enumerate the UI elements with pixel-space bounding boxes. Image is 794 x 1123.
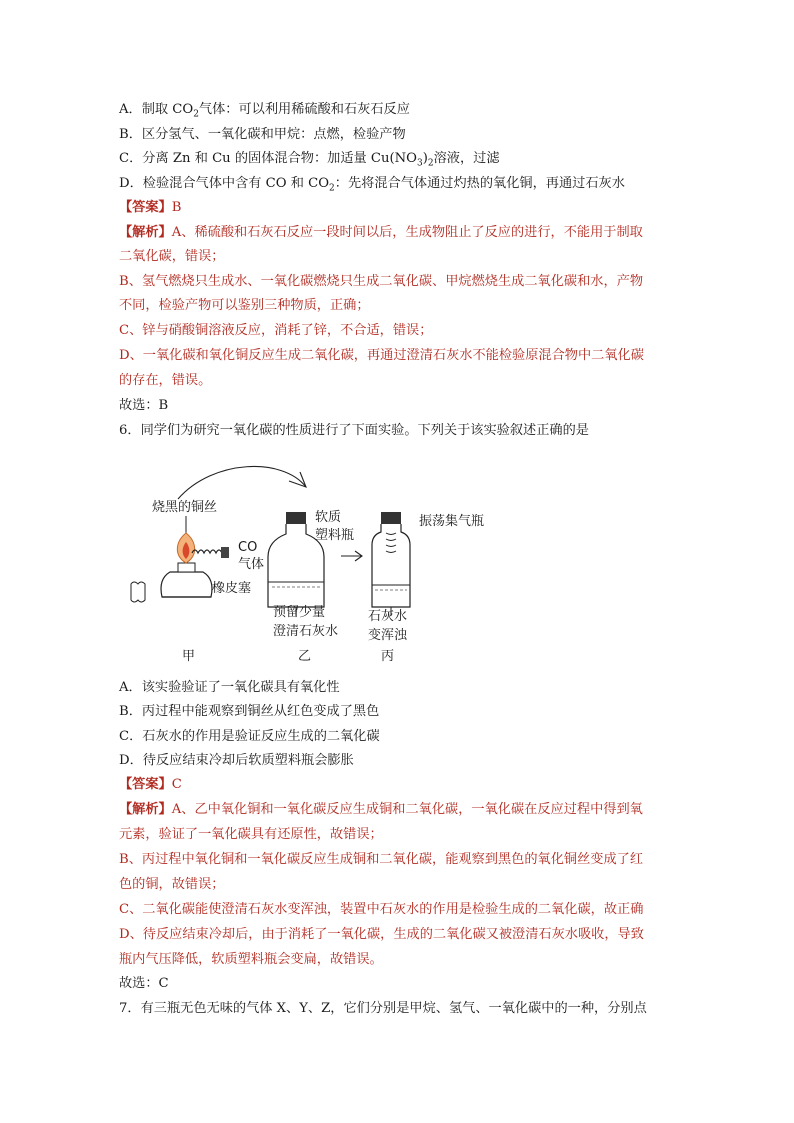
q5-analysis-line: 不同，检验产物可以鉴别三种物质，正确； — [119, 298, 370, 313]
label-bing: 丙 — [381, 649, 395, 664]
q5-analysis-line: 二氧化碳，错误； — [119, 249, 225, 264]
label-burnt-wire: 烧黑的铜丝 — [152, 500, 218, 515]
option-label: C． — [119, 151, 143, 166]
label-shake: 振荡集气瓶 — [419, 514, 485, 529]
q5-analysis-line: 的存在，错误。 — [119, 373, 212, 388]
q6-answer — [119, 776, 182, 794]
gas-bottle — [372, 524, 410, 607]
answer-tag: 【答案】 — [119, 200, 172, 215]
q6-conclusion: 故选：C — [119, 976, 169, 991]
q6-analysis-line: B、丙过程中氧化铜和一氧化碳反应生成铜和二氧化碳，能观察到黑色的氧化铜丝变成了红 — [119, 852, 643, 867]
q5-option-c — [119, 150, 500, 173]
alcohol-lamp — [161, 572, 212, 597]
q6-analysis-line: 元素，验证了一氧化碳具有还原性，故错误； — [119, 827, 383, 842]
option-text: 分离 Zn 和 Cu 的固体混合物：加适量 Cu(NO — [142, 151, 417, 166]
analysis-tag: 【解析】 — [119, 225, 172, 240]
label-clear-limewater: 澄清石灰水 — [273, 624, 339, 639]
lamp-neck — [178, 563, 195, 572]
answer-tag: 【答案】 — [119, 777, 172, 792]
label-stopper: 橡皮塞 — [212, 581, 252, 596]
q6-analysis-line — [119, 801, 643, 819]
analysis-text: A、稀硫酸和石灰石反应一段时间以后，生成物阻止了反应的进行，不能用于制取 — [171, 225, 643, 240]
stopper — [221, 547, 229, 558]
q5-option-b: B．区分氢气、一氧化碳和甲烷：点燃，检验产物 — [119, 127, 406, 142]
q6-option-c: C．石灰水的作用是验证反应生成的二氧化碳 — [119, 729, 380, 744]
q6-analysis-line: D、待反应结束冷却后，由于消耗了一氧化碳，生成的二氧化碳又被澄清石灰水吸收，导致 — [119, 927, 644, 942]
label-reserve: 预留少量 — [273, 605, 326, 620]
q5-option-d — [119, 175, 625, 198]
subscript: 2 — [427, 158, 434, 169]
analysis-text: A、乙中氧化铜和一氧化碳反应生成铜和二氧化碳，一氧化碳在反应过程中得到氧 — [171, 802, 643, 817]
option-label: A． — [119, 102, 142, 117]
q5-answer — [119, 199, 181, 217]
q6-option-a: A．该实验验证了一氧化碳具有氧化性 — [119, 680, 340, 695]
answer-value: C — [171, 777, 182, 792]
label-limewater: 石灰水 — [368, 609, 408, 624]
q7-stem: 7．有三瓶无色无味的气体 X、Y、Z，它们分别是甲烷、氢气、一氧化碳中的一种，分别点 — [119, 1001, 647, 1016]
label-gas: 气体 — [238, 557, 265, 572]
bottle-cap — [381, 512, 401, 524]
q5-analysis-line: B、氢气燃烧只生成水、一氧化碳燃烧只生成二氧化碳、甲烷燃烧生成二氧化碳和水，产物 — [119, 274, 643, 289]
q5-analysis-line: C、锌与硝酸铜溶液反应，消耗了锌，不合适，错误； — [119, 323, 433, 338]
label-yi: 乙 — [298, 649, 312, 664]
subscript: 2 — [193, 109, 199, 120]
option-text: 制取 CO — [141, 102, 194, 117]
curved-arrow — [178, 466, 306, 499]
q6-analysis-line: 瓶内气压降低，软质塑料瓶会变扁，故错误。 — [119, 952, 383, 967]
option-text: ) — [422, 151, 428, 166]
copper-coil — [192, 550, 222, 553]
label-jia: 甲 — [182, 649, 196, 664]
label-soft: 软质 — [315, 510, 342, 525]
analysis-tag: 【解析】 — [119, 802, 172, 817]
label-plastic-bottle: 塑料瓶 — [315, 528, 355, 543]
experiment-figure — [118, 459, 518, 669]
copper-coil — [386, 533, 396, 553]
subscript: 3 — [417, 158, 423, 169]
lamp-cap — [131, 582, 145, 602]
option-label: D． — [119, 176, 143, 191]
subscript: 2 — [329, 183, 335, 194]
option-text: 溶液，过滤 — [433, 151, 500, 166]
q5-analysis-line — [119, 224, 643, 242]
q6-option-d: D．待反应结束冷却后软质塑料瓶会膨胀 — [119, 753, 354, 768]
option-text: 检验混合气体中含有 CO 和 CO — [142, 176, 330, 191]
option-text: ：先将混合气体通过灼热的氧化铜，再通过石灰水 — [334, 176, 625, 191]
label-turbid: 变浑浊 — [368, 628, 408, 643]
q6-analysis-line: C、二氧化碳能使澄清石灰水变浑浊，装置中石灰水的作用是检验生成的二氧化碳，故正确 — [119, 902, 644, 917]
answer-value: B — [171, 200, 182, 215]
q6-analysis-line: 色的铜，故错误； — [119, 877, 225, 892]
q5-option-a — [119, 101, 410, 124]
q6-option-b: B．丙过程中能观察到铜丝从红色变成了黑色 — [119, 704, 380, 719]
q5-analysis-line: D、一氧化碳和氧化铜反应生成二氧化碳，再通过澄清石灰水不能检验原混合物中二氧化碳 — [119, 348, 644, 363]
q6-stem: 6．同学们为研究一氧化碳的性质进行了下面实验。下列关于该实验叙述正确的是 — [119, 423, 589, 438]
bottle-cap — [286, 512, 306, 524]
option-text: 气体：可以利用稀硫酸和石灰石反应 — [198, 102, 410, 117]
label-co: CO — [238, 540, 258, 555]
q5-conclusion: 故选：B — [119, 398, 169, 413]
